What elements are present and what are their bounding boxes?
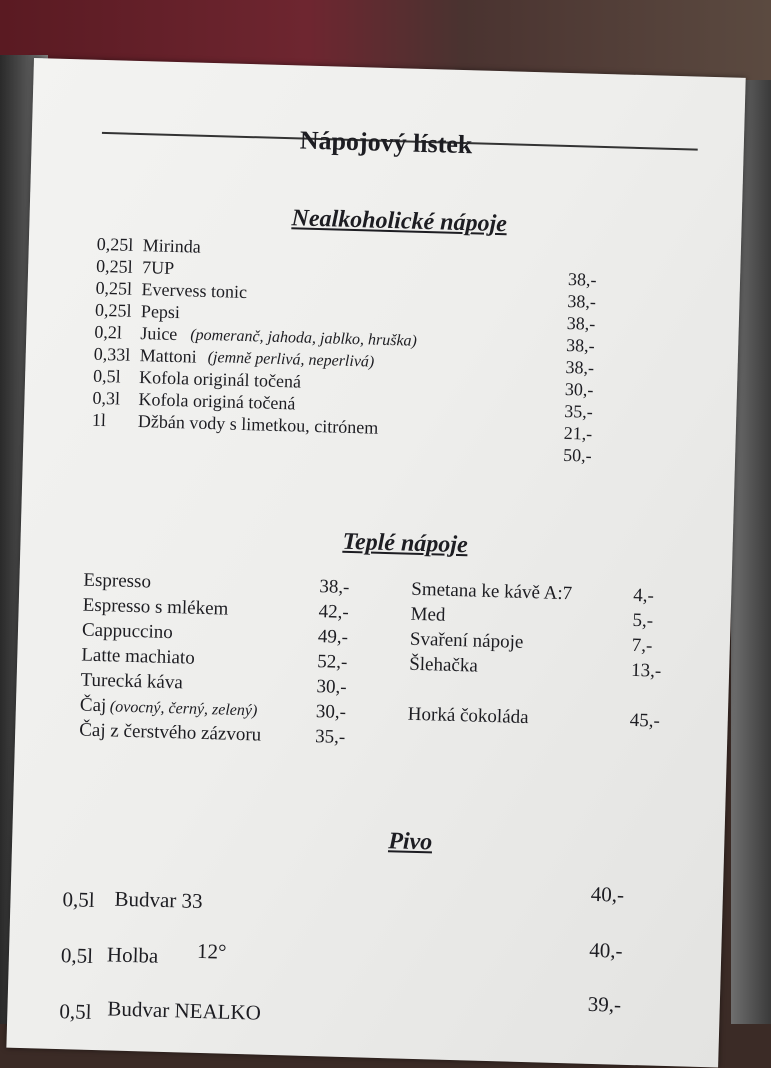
soft-drink-name: Džbán vody s limetkou, citrónem [137,411,379,438]
soft-drink-size: 0,3l [92,387,121,409]
soft-drink-price: 38,- [567,290,597,312]
soft-drink-size: 0,33l [93,343,131,365]
hot-extra-name: Šlehačka [408,653,479,677]
menu-page [6,58,745,1067]
hot-extra-price: 4,- [632,584,655,607]
hot-drink-name: Čaj [79,694,107,717]
soft-drink-name: Juice [140,323,178,345]
soft-drink-price: 35,- [564,400,594,422]
soft-drink-size: 0,25l [95,277,133,299]
hot-drink-price: 30,- [315,701,347,723]
soft-drink-name: Kofola originál točená [138,367,302,392]
hot-extra-name: Horká čokoláda [407,703,529,729]
section-heading-soft-drinks: Nealkoholické nápoje [291,205,508,238]
soft-drink-name: Mattoni [139,345,198,367]
beer-price: 40,- [590,881,625,907]
hot-drink-name: Cappuccino [81,619,174,644]
hot-drink-price: 52,- [316,651,348,673]
soft-drink-note: (pomeranč, jahoda, jablko, hruška) [190,326,418,350]
soft-drink-name: Mirinda [142,235,202,257]
beer-size: 0,5l [59,999,92,1024]
hot-drink-price: 38,- [319,576,350,599]
soft-drink-price: 38,- [566,312,596,334]
hot-drink-price: 42,- [318,601,350,623]
hot-extra-name: Smetana ke kávě A:7 [411,578,573,605]
hot-extra-name: Med [410,603,446,626]
section-heading-beer: Pivo [387,828,433,856]
soft-drink-price: 38,- [565,356,595,378]
soft-drink-size: 0,5l [92,365,121,387]
soft-drink-name: 7UP [141,257,175,278]
section-heading-hot-drinks: Teplé nápoje [342,528,469,559]
soft-drink-size: 0,25l [94,299,132,321]
soft-drink-name: Kofola originá točená [138,389,296,414]
soft-drink-size: 1l [91,409,107,431]
hot-drink-name: Turecká káva [80,669,184,694]
beer-name: Budvar 33 [114,886,203,914]
soft-drink-size: 0,25l [95,255,134,277]
beer-name: Budvar NEALKO [107,996,262,1025]
beer-price: 40,- [588,937,623,963]
soft-drink-price: 38,- [565,334,595,356]
beer-name: Holba [106,942,159,968]
hot-extra-price: 45,- [629,709,661,732]
hot-extra-price: 13,- [630,659,662,682]
soft-drink-name: Pepsi [140,301,181,323]
hot-drink-price: 30,- [316,676,347,698]
soft-drink-price: 50,- [562,444,592,466]
menu-title: Nápojový lístek [299,125,473,160]
soft-drink-size: 0,2l [94,321,123,343]
soft-drink-price: 38,- [567,269,597,290]
hot-drink-name: Espresso [83,569,152,593]
hot-drink-name: Latte machiato [81,644,196,669]
beer-price: 39,- [587,991,622,1017]
beer-degree: 12° [196,938,227,964]
soft-drink-note: (jemně perlivá, neperlivá) [207,348,375,371]
hot-drink-price: 49,- [317,626,349,648]
beer-size: 0,5l [60,943,94,968]
soft-drink-price: 21,- [563,422,593,444]
hot-extra-name: Svaření nápoje [409,628,524,653]
hot-extra-price: 7,- [631,634,653,657]
hot-drink-name: Čaj z čerstvého zázvoru [78,719,262,746]
hot-drink-note: (ovocný, černý, zelený) [109,698,258,720]
hot-drink-name: Espresso s mlékem [82,594,229,620]
beer-size: 0,5l [62,887,95,913]
hot-drink-price: 35,- [314,726,346,748]
hot-extra-price: 5,- [632,609,654,632]
soft-drink-name: Evervess tonic [141,279,248,303]
soft-drink-size: 0,25l [96,233,134,255]
soft-drink-price: 30,- [564,378,594,400]
